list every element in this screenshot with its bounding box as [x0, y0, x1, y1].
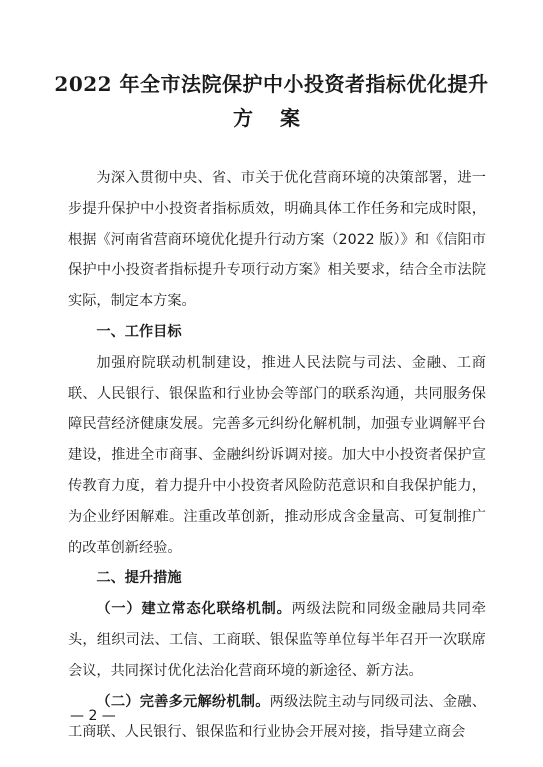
intro-paragraph: 为深入贯彻中央、省、市关于优化营商环境的决策部署，进一步提升保护中小投资者指标质效，明确具体工作任务和完成时限，根据《河南省营商环境优化提升行动方案（2022 版）》和《信阳市保护中小投资者指标提升专项行动方案》相关要求，结合全市法院实际，制定本方案。: [68, 170, 486, 310]
measure-2-text: 两级法院主动与同级司法、金融、工商联、人民银行、银保监和行业协会开展对接，指导建立商会: [68, 693, 486, 741]
measure-2-paragraph: [68, 687, 486, 749]
section-1-heading: 一、工作目标: [96, 323, 182, 340]
document-title-line-1: 2022 年全市法院保护中小投资者指标优化提升: [54, 72, 489, 96]
section-2-heading: 二、提升措施: [96, 570, 182, 587]
document-title-line-2: 方 案: [233, 106, 310, 130]
measure-1-text: 两级法院和同级金融局共同牵头，组织司法、工信、工商联、银保监等单位每半年召开一次联席会议，共同探讨优化法治化营商环境的新途径、新方法。: [68, 601, 486, 679]
measure-2-lead: （二）完善多元解纷机制。: [96, 693, 270, 710]
page-number: — 2 —: [70, 708, 116, 724]
document-body: [68, 163, 486, 748]
measure-1-lead: （一）建立常态化联络机制。: [96, 601, 292, 618]
measure-1-paragraph: [68, 594, 486, 686]
section-1-paragraph: 加强府院联动机制建设，推进人民法院与司法、金融、工商联、人民银行、银保监和行业协会等部门的联系沟通，共同服务保障民营经济健康发展。完善多元纠纷化解机制，加强专业调解平台建设，推进全市商事、金融纠纷诉调对接。加大中小投资者保护宣传教育力度，着力提升中小投资者风险防范意识和自我保护能力，为企业纾困解难。注重改革创新，推动形成含金量高、可复制推广的改革创新经验。: [68, 354, 486, 556]
